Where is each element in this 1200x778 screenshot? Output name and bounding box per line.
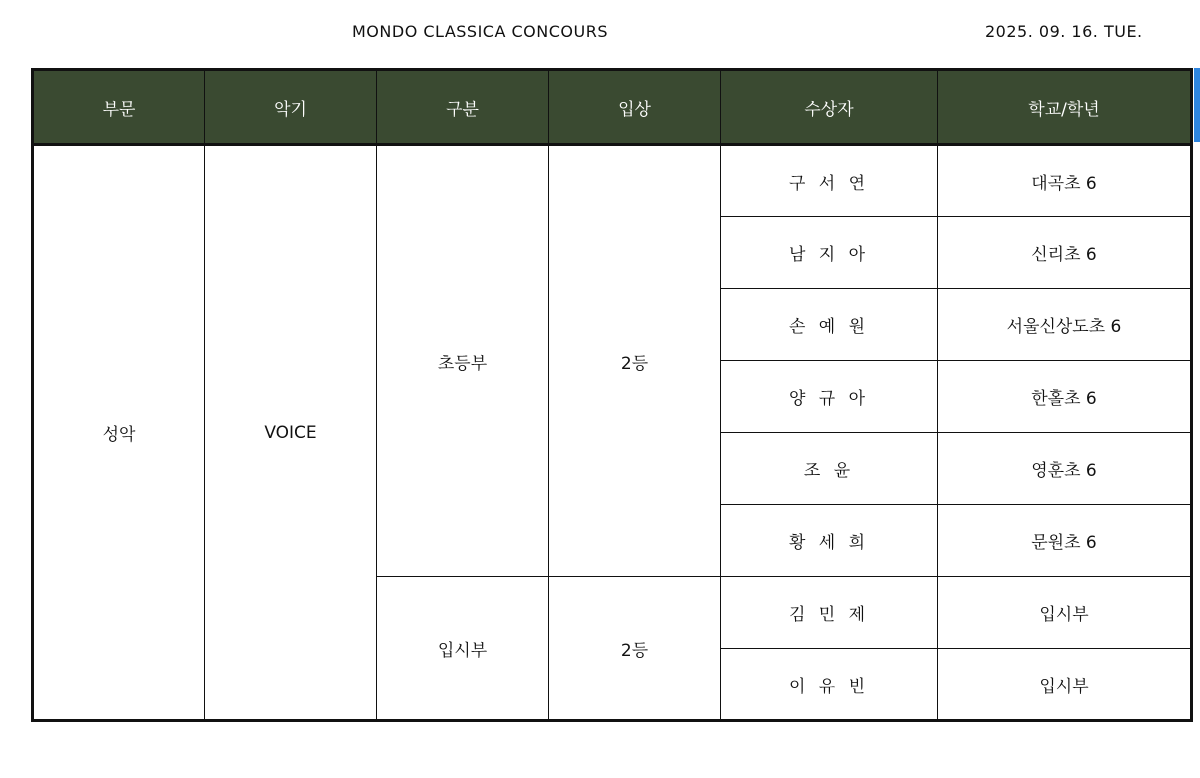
school-grade-cell: 입시부 [938,577,1192,649]
column-header-instrument: 악기 [205,70,377,145]
winner-name-cell: 남 지 아 [721,217,938,289]
winner-name-cell: 조 윤 [721,433,938,505]
school-grade-cell: 영훈초 6 [938,433,1192,505]
school-grade-cell: 문원초 6 [938,505,1192,577]
winner-name-cell: 양 규 아 [721,361,938,433]
instrument-cell: VOICE [205,145,377,721]
division-cell: 성악 [33,145,205,721]
school-grade-cell: 서울신상도초 6 [938,289,1192,361]
document-date: 2025. 09. 16. TUE. [985,22,1143,41]
award-cell: 2등 [549,577,721,721]
document-title: MONDO CLASSICA CONCOURS [352,22,608,41]
winner-name-cell: 이 유 빈 [721,649,938,721]
award-cell: 2등 [549,145,721,577]
table-header-row [33,70,1192,145]
winner-name-cell: 김 민 제 [721,577,938,649]
results-table [31,68,1193,722]
school-grade-cell: 신리초 6 [938,217,1192,289]
column-header-award: 입상 [549,70,721,145]
column-header-division: 부문 [33,70,205,145]
school-grade-cell: 한홀초 6 [938,361,1192,433]
category-cell: 초등부 [377,145,549,577]
winner-name-cell: 손 예 원 [721,289,938,361]
school-grade-cell: 대곡초 6 [938,145,1192,217]
scroll-accent-bar [1194,68,1200,142]
winner-name-cell: 황 세 희 [721,505,938,577]
winner-name-cell: 구 서 연 [721,145,938,217]
column-header-winner: 수상자 [721,70,938,145]
column-header-school-grade: 학교/학년 [938,70,1192,145]
category-cell: 입시부 [377,577,549,721]
table-row [33,145,1192,217]
school-grade-cell: 입시부 [938,649,1192,721]
column-header-category: 구분 [377,70,549,145]
